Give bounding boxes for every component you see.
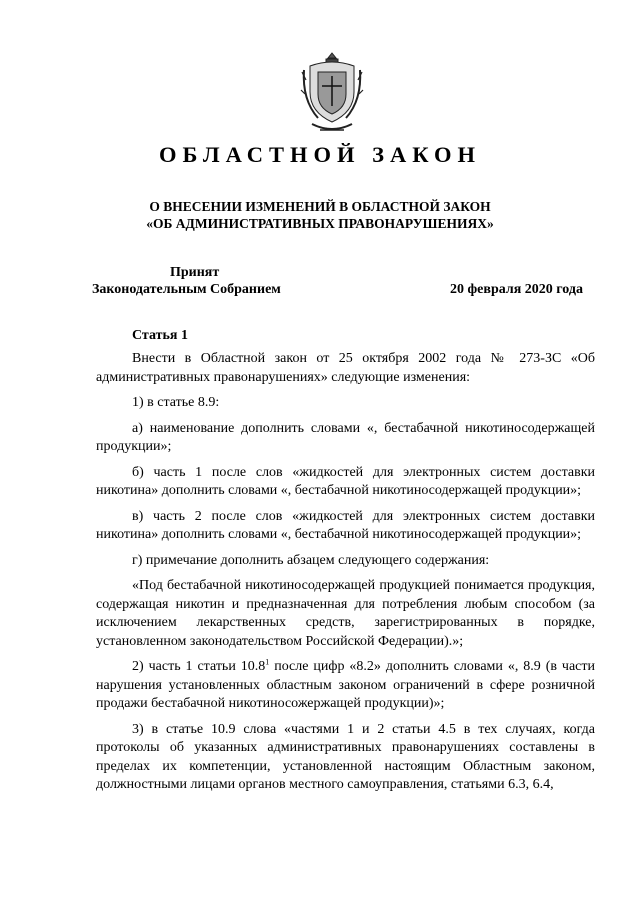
paragraph: г) примечание дополнить абзацем следующего содержания: [132, 552, 490, 568]
paragraph [96, 658, 595, 714]
paragraph: б) часть 1 после слов «жидкостей для электронных систем доставки никотина» дополнить словами «, бестабачной никотиносодержащей продукции»; [96, 464, 595, 498]
paragraph: а) наименование дополнить словами «, бестабачной никотиносодержащей продукции»; [96, 420, 595, 454]
superscript-number: 1 [265, 657, 270, 667]
paragraph: в) часть 2 после слов «жидкостей для электронных систем доставки никотина» дополнить словами «, бестабачной никотиносодержащей продукции»; [96, 508, 595, 542]
paragraph-text-end: после цифр «8.2» дополнить словами «, 8.9 (в части нарушения установленных областным законом ограничений в сфере розничной продажи бестабачной никотиносожержащей продукции)»; [96, 659, 596, 711]
adopted-label: Принят [170, 265, 220, 280]
document-subtitle-line-1: О ВНЕСЕНИИ ИЗМЕНЕНИЙ В ОБЛАСТНОЙ ЗАКОН [149, 199, 491, 214]
adoption-date: 20 февраля 2020 года [450, 282, 583, 297]
paragraph: Внести в Областной закон от 25 октября 2002 года № 273-ЗС «Об административных правонарушениях» следующие изменения: [96, 351, 595, 385]
adopted-by: Законодательным Собранием [92, 282, 281, 297]
document-subtitle-line-2: «ОБ АДМИНИСТРАТИВНЫХ ПРАВОНАРУШЕНИЯХ» [146, 216, 494, 231]
paragraph: 3) в статье 10.9 слова «частями 1 и 2 статьи 4.5 в тех случаях, когда протоколы об указанных административных правонарушениях составлены в пределах их компетенции, установленной настоящим Областным законом, должностными лицами органов местного самоуправления, статьями 6.3, 6.4, [96, 721, 595, 792]
paragraph: 1) в статье 8.9: [132, 395, 220, 410]
document-title: ОБЛАСТНОЙ ЗАКОН [159, 142, 481, 167]
paragraph: «Под бестабачной никотиносодержащей продукцией понимается продукция, содержащая никотин и предназначенная для потребления любым способом (за исключением лекарственных средств, зарегистрированных в порядке, установленном законодательством Российской Федерации).»; [96, 578, 595, 649]
paragraph-text-start: 2) часть 1 статьи 10.8 [132, 659, 266, 674]
article-body [96, 350, 595, 802]
coat-of-arms-emblem [300, 50, 364, 136]
article-heading: Статья 1 [132, 328, 188, 343]
